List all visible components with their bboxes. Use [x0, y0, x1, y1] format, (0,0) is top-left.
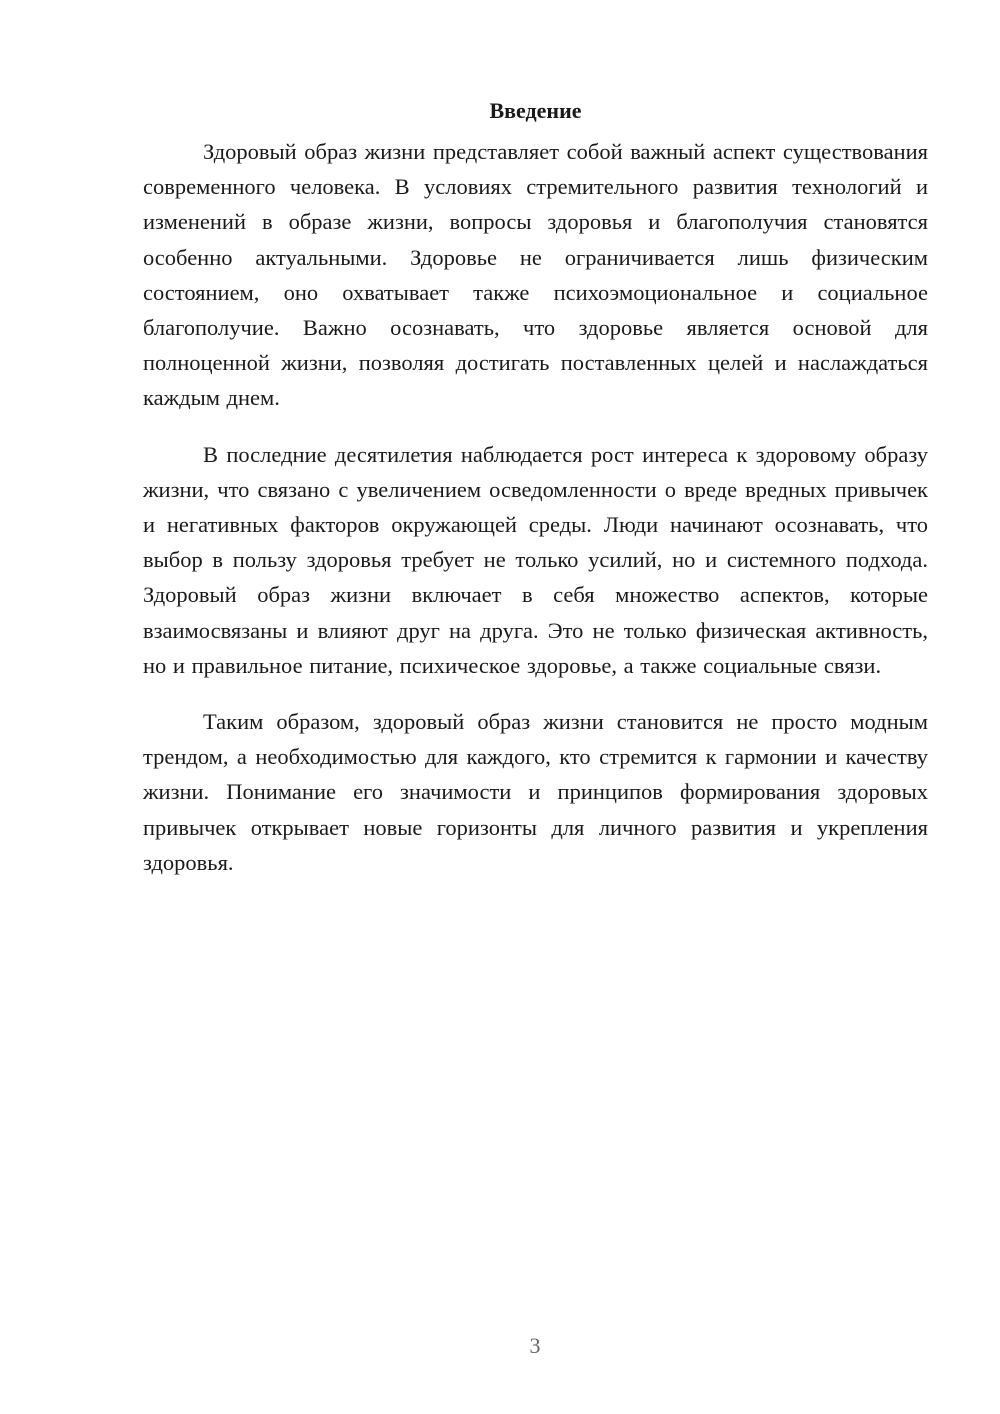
page-number: 3 — [529, 1333, 541, 1358]
paragraph-1: Здоровый образ жизни представляет собой важный аспект существования современного человека. В условиях стремительного развития технологий и изменений в образе жизни, вопросы здоровья и благополучия становятся особенно актуальными. Здоровье не ограничивается лишь физическим состоянием, оно охватывает также психоэмоциональное и социальное благополучие. Важно осознавать, что здоровье является основой для полноценной жизни, позволяя достигать поставленных целей и наслаждаться каждым днем. — [143, 139, 928, 411]
paragraph-2: В последние десятилетия наблюдается рост интереса к здоровому образу жизни, что связано с увеличением осведомленности о вреде вредных привычек и негативных факторов окружающей среды. Люди начинают осознавать, что выбор в пользу здоровья требует не только усилий, но и системного подхода. Здоровый образ жизни включает в себя множество аспектов, которые взаимосвязаны и влияют друг на друга. Это не только физическая активность, но и правильное питание, психическое здоровье, а также социальные связи. — [143, 441, 928, 678]
paragraph-3: Таким образом, здоровый образ жизни становится не просто модным трендом, а необходимостью для каждого, кто стремится к гармонии и качеству жизни. Понимание его значимости и принципов формирования здоровых привычек открывает новые горизонты для личного развития и укрепления здоровья. — [143, 709, 928, 875]
page-content — [143, 92, 928, 901]
section-heading: Введение — [489, 98, 582, 123]
